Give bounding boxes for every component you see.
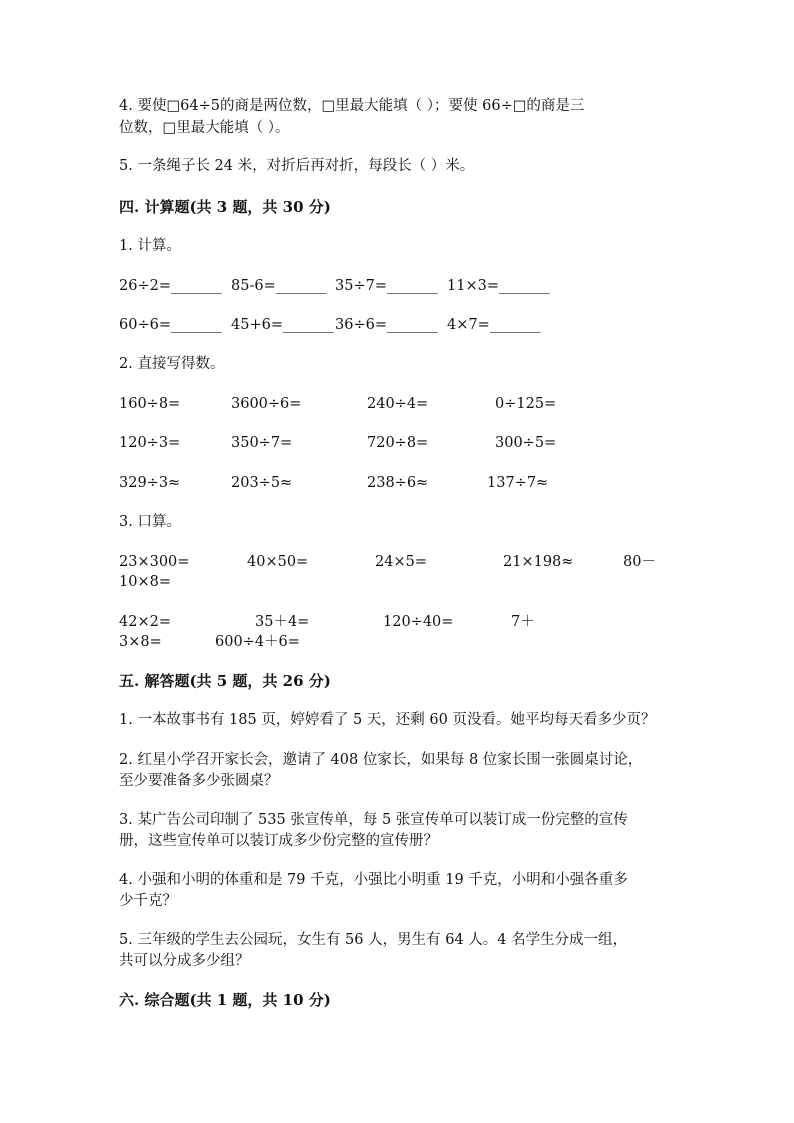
mental-item: 40×50= <box>247 554 309 570</box>
direct-item: 720÷8= <box>367 435 429 451</box>
mental-item: 120÷40= <box>383 614 454 630</box>
word-problem-2-line1: 2. 红星小学召开家长会，邀请了 408 位家长，如果每 8 位家长围一张圆桌讨论， <box>119 752 643 768</box>
calc-item: 85-6=_______ <box>231 278 327 294</box>
calc-item: 36÷6=_______ <box>335 317 438 333</box>
direct-item: 350÷7= <box>231 435 293 451</box>
calc-item: 45+6=_______ <box>231 317 334 333</box>
calc-item: 60÷6=_______ <box>119 317 222 333</box>
calc-item: 26÷2=_______ <box>119 278 222 294</box>
direct-item: 120÷3= <box>119 435 181 451</box>
mental-item: 35＋4= <box>255 614 310 630</box>
direct-item: 240÷4= <box>367 396 429 412</box>
word-problem-5-line2: 共可以分成多少组？ <box>119 953 250 969</box>
word-problem-4-line2: 少千克？ <box>119 893 177 909</box>
mental-item: 23×300= <box>119 554 190 570</box>
mental-item: 24×5= <box>375 554 427 570</box>
fill-in-q4-line1: 4. 要使□64÷5的商是两位数，□里最大能填（ ）；要使 66÷□的商是三 <box>119 98 585 114</box>
fill-in-q5: 5. 一条绳子长 24 米，对折后再对折，每段长（ ）米。 <box>119 158 475 174</box>
calc-item: 11×3=_______ <box>447 278 550 294</box>
word-problem-1: 1. 一本故事书有 185 页，婷婷看了 5 天，还剩 60 页没看。她平均每天看多少页？ <box>119 712 656 728</box>
word-problem-2-line2: 至少要准备多少张圆桌？ <box>119 773 279 789</box>
word-problem-3-line2: 册，这些宣传单可以装订成多少份完整的宣传册？ <box>119 833 438 849</box>
calc-item: 4×7=_______ <box>447 317 541 333</box>
mental-item: 80－ <box>623 554 656 570</box>
word-problem-4-line1: 4. 小强和小明的体重和是 79 千克，小强比小明重 19 千克，小明和小强各重多 <box>119 872 628 888</box>
mental-item: 10×8= <box>119 574 171 590</box>
mental-item: 21×198≈ <box>503 554 574 570</box>
direct-item: 160÷8= <box>119 396 181 412</box>
mental-item: 600÷4＋6= <box>215 634 300 650</box>
mental-item: 42×2= <box>119 614 171 630</box>
fill-in-q4-line2: 位数，□里最大能填（ ）。 <box>119 120 290 136</box>
section4-q1-title: 1. 计算。 <box>119 238 181 254</box>
direct-item: 329÷3≈ <box>119 475 181 491</box>
word-problem-3-line1: 3. 某广告公司印制了 535 张宣传单，每 5 张宣传单可以装订成一份完整的宣传 <box>119 812 628 828</box>
section5-heading: 五. 解答题(共 5 题，共 26 分) <box>119 672 331 690</box>
word-problem-5-line1: 5. 三年级的学生去公园玩，女生有 56 人，男生有 64 人。4 名学生分成一组， <box>119 932 628 948</box>
direct-item: 137÷7≈ <box>487 475 549 491</box>
section4-q3-title: 3. 口算。 <box>119 514 181 530</box>
calc-item: 35÷7=_______ <box>335 278 438 294</box>
section6-heading: 六. 综合题(共 1 题，共 10 分) <box>119 991 331 1009</box>
mental-item: 3×8= <box>119 634 162 650</box>
direct-item: 300÷5= <box>495 435 557 451</box>
section4-heading: 四. 计算题(共 3 题，共 30 分) <box>119 198 331 216</box>
section4-q2-title: 2. 直接写得数。 <box>119 356 225 372</box>
mental-item: 7＋ <box>511 614 535 630</box>
direct-item: 3600÷6= <box>231 396 302 412</box>
direct-item: 238÷6≈ <box>367 475 429 491</box>
direct-item: 203÷5≈ <box>231 475 293 491</box>
direct-item: 0÷125= <box>495 396 557 412</box>
